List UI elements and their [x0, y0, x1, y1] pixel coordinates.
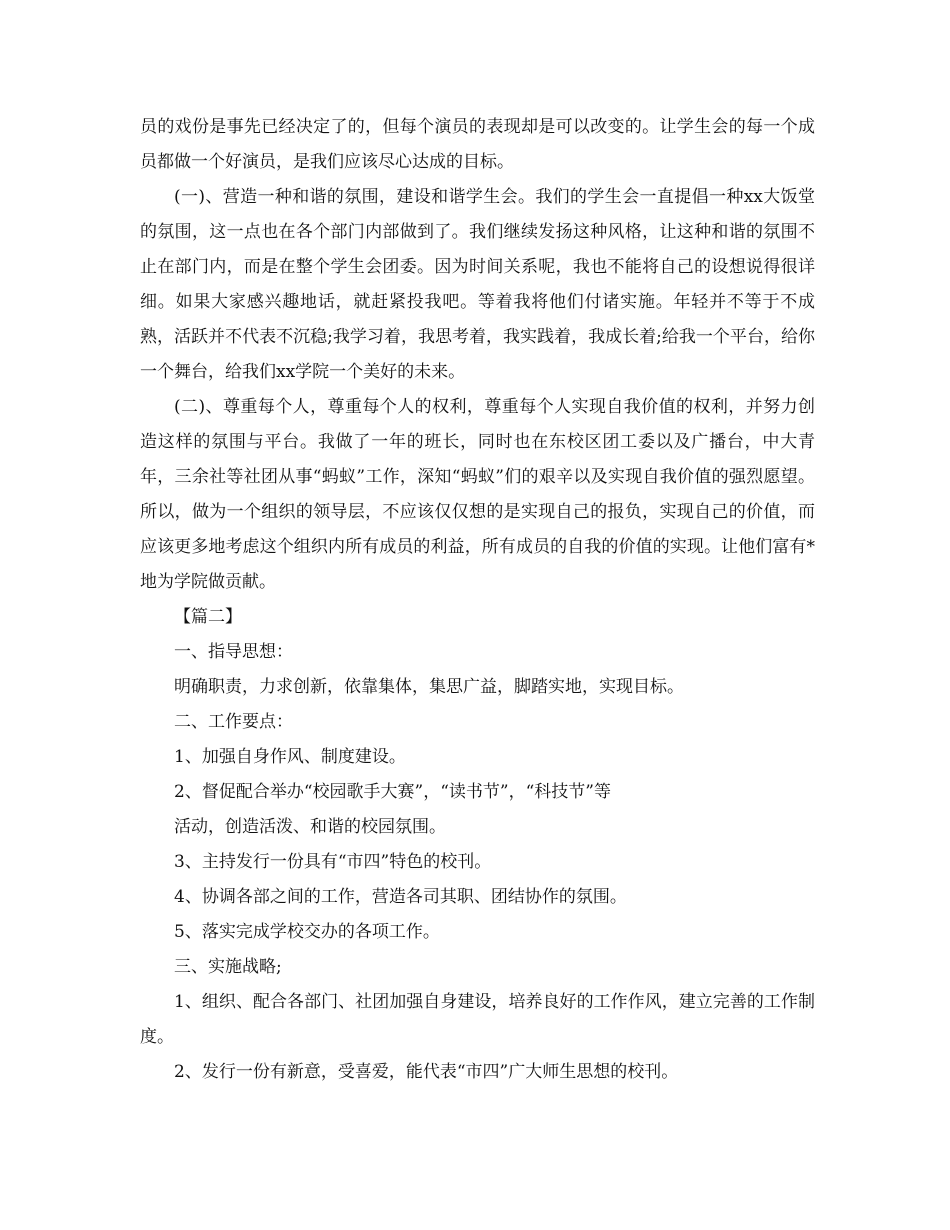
strategy-item-1: 1、组织、配合各部门、社团加强自身建设，培养良好的工作作风，建立完善的工作制度。 [140, 992, 815, 1047]
heading-part-two: 【篇二】 [174, 607, 242, 627]
list-item-1: 1、加强自身作风、制度建设。 [174, 747, 406, 767]
list-item-2: 2、督促配合举办“校园歌手大赛”，“读书节”，“科技节”等 [174, 782, 611, 802]
list-item-5: 5、落实完成学校交办的各项工作。 [174, 922, 440, 942]
paragraph-guiding-thought: 明确职责，力求创新，依靠集体，集思广益，脚踏实地，实现目标。 [174, 677, 684, 697]
list-item-4: 4、协调各部之间的工作，营造各司其职、团结协作的氛围。 [174, 887, 627, 907]
document-body [140, 110, 815, 1090]
list-item-3: 3、主持发行一份具有“市四”特色的校刊。 [174, 852, 492, 872]
list-item-2-continued: 活动，创造活泼、和谐的校园氛围。 [174, 817, 446, 837]
heading-strategy: 三、实施战略; [174, 957, 282, 977]
paragraph-section-one: (一)、营造一种和谐的氛围，建设和谐学生会。我们的学生会一直提倡一种xx大饭堂的氛围，这一点也在各个部门内部做到了。我们继续发扬这种风格，让这种和谐的氛围不止在部门内，而是在整个学生会团委。因为时间关系呢，我也不能将自己的设想说得很详细。如果大家感兴趣地话，就赶紧投我吧。等着我将他们付诸实施。年轻并不等于不成熟，活跃并不代表不沉稳;我学习着，我思考着，我实践着，我成长着;给我一个平台，给你一个舞台，给我们xx学院一个美好的未来。 [140, 187, 815, 382]
paragraph-continued: 员的戏份是事先已经决定了的，但每个演员的表现却是可以改变的。让学生会的每一个成员都做一个好演员，是我们应该尽心达成的目标。 [140, 117, 815, 172]
paragraph-section-two: (二)、尊重每个人，尊重每个人的权利，尊重每个人实现自我价值的权利，并努力创造这样的氛围与平台。我做了一年的班长，同时也在东校区团工委以及广播台，中大青年，三余社等社团从事“蚂蚁”工作，深知“蚂蚁”们的艰辛以及实现自我价值的强烈愿望。所以，做为一个组织的领导层，不应该仅仅想的是实现自己的报负，实现自己的价值，而应该更多地考虑这个组织内所有成员的利益，所有成员的自我的价值的实现。让他们富有*地为学院做贡献。 [140, 397, 815, 592]
heading-work-points: 二、工作要点： [174, 712, 293, 732]
heading-guiding-thought: 一、指导思想： [174, 642, 293, 662]
strategy-item-2: 2、发行一份有新意，受喜爱，能代表“市四”广大师生思想的校刊。 [174, 1062, 679, 1082]
